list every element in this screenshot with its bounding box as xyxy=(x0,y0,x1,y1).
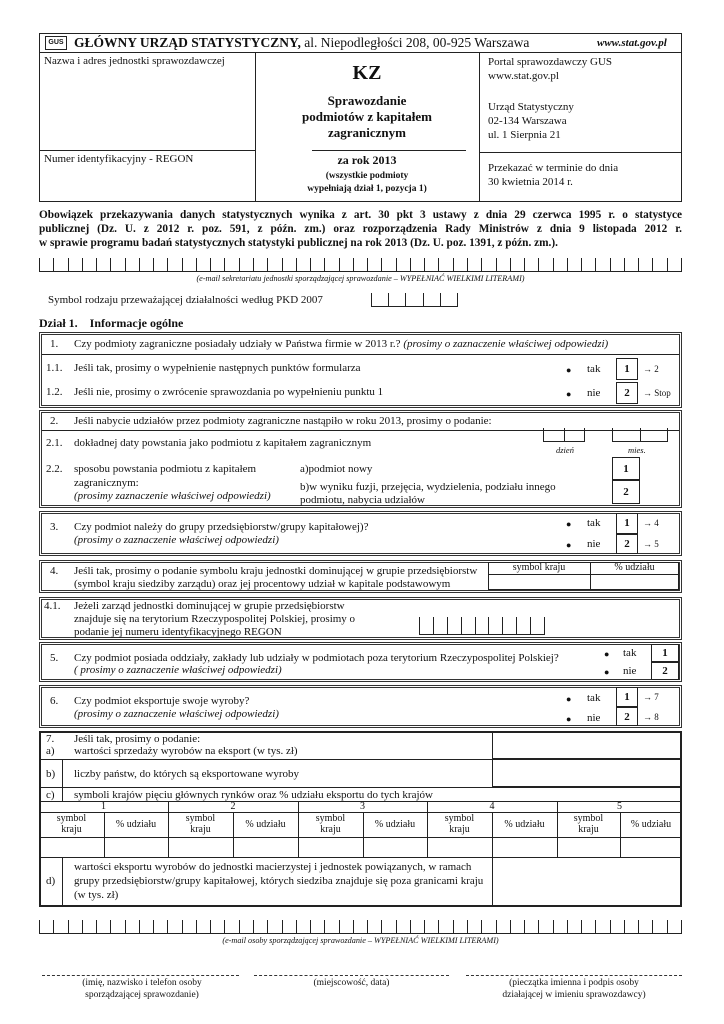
email-preparer-caption: (e-mail osoby sporządzającej sprawozdanie – WYPEŁNIAĆ WIELKIMI LITERAMI) xyxy=(222,936,499,945)
q5-yes-bullet: ● xyxy=(604,649,610,659)
q7-share-header-4: % udziału xyxy=(504,819,545,830)
q6-yes-label: tak xyxy=(587,692,601,704)
q7-c-text: symboli krajów pięciu głównych rynków oraz % udziału eksportu do tych krajów xyxy=(74,789,433,801)
q1-yes-bullet: ● xyxy=(566,365,572,375)
form-note-2: wypełniają dział 1, pozycja 1) xyxy=(307,184,427,194)
q2-option-b-1: b)w wyniku fuzji, przejęcia, wydzielenia, podziału innego xyxy=(300,481,556,493)
q1-2-number: 1.2. xyxy=(46,386,63,398)
q7-col-5: 5 xyxy=(617,801,622,812)
regon-label: Numer identyfikacyjny - REGON xyxy=(44,153,194,165)
q3-text: Czy podmiot należy do grupy przedsiębiorstw/grupy kapitałowej)? xyxy=(74,521,369,533)
q1-yes-box[interactable]: 1 xyxy=(616,358,638,380)
q5-no-box[interactable]: 2 xyxy=(651,662,679,680)
q3-no-box[interactable]: 2 xyxy=(616,534,638,554)
header-url[interactable]: www.stat.gov.pl xyxy=(597,37,667,49)
form-title-2: podmiotów z kapitałem xyxy=(302,109,432,124)
q7-share-4-input[interactable] xyxy=(493,838,556,856)
q7-share-header-5: % udziału xyxy=(630,819,672,830)
q1-no-bullet: ● xyxy=(566,389,572,399)
office-name: Urząd Statystyczny xyxy=(488,101,574,113)
obligation-line-1: Obowiązek przekazywania danych statystycznych wynika z art. 30 pkt 3 ustawy z dnia 29 czerwca 1995 r. o statystyce xyxy=(39,209,682,221)
q2-2-text-2: zagranicznym: xyxy=(74,477,139,489)
signature-place-date[interactable]: (miejscowość, data) xyxy=(313,978,390,988)
q7-share-3-input[interactable] xyxy=(364,838,426,856)
q5-no-bullet: ● xyxy=(604,667,610,677)
q2-2-text-1: sposobu powstania podmiotu z kapitałem xyxy=(74,463,257,475)
q3-hint: (prosimy o zaznaczenie właściwej odpowiedzi) xyxy=(74,534,279,546)
q6-goto-no: → 8 xyxy=(643,712,659,722)
q3-no-label: nie xyxy=(587,538,601,550)
email-secretariat-field[interactable] xyxy=(39,258,682,272)
q5-no-label: nie xyxy=(623,665,637,677)
q7-share-5-input[interactable] xyxy=(621,838,681,856)
q2-text: Jeśli nabycie udziałów przez podmioty zagraniczne nastąpiło w roku 2013, prosimy o podanie: xyxy=(74,415,492,427)
q7-symbol-header-5: symbol kraju xyxy=(573,813,604,835)
form-code: KZ xyxy=(352,62,382,84)
q4-col-share: % udziału xyxy=(614,562,655,573)
q5-yes-box[interactable]: 1 xyxy=(651,644,679,662)
form-note-1: (wszystkie podmioty xyxy=(325,171,409,181)
q6-yes-bullet: ● xyxy=(566,694,572,704)
q7-share-1-input[interactable] xyxy=(105,838,167,856)
q7-a-label: a) xyxy=(46,745,55,757)
q4-text-2: (symbol kraju siedziby zarządu) oraz jej procentowy udział w kapitale podstawowym xyxy=(74,578,451,590)
deadline-label: Przekazać w terminie do dnia xyxy=(488,162,619,174)
q2-option-b-box[interactable]: 2 xyxy=(612,480,640,504)
q5-text: Czy podmiot posiada oddziały, zakłady lub udziały w podmiotach poza terytorium Rzeczypospolitej Polskiej? xyxy=(74,652,559,664)
q7-col-2: 2 xyxy=(230,801,236,812)
q7-country-2-input[interactable] xyxy=(169,838,232,856)
pkd-label: Symbol rodzaju przeważającej działalności według PKD 2007 xyxy=(48,294,323,306)
q1-yes-label: tak xyxy=(587,363,601,375)
q3-goto-no: → 5 xyxy=(643,539,659,549)
q2-1-text: dokładnej daty powstania jako podmiotu z kapitałem zagranicznym xyxy=(74,437,372,449)
form-title-3: zagranicznym xyxy=(328,125,406,140)
q7-country-1-input[interactable] xyxy=(40,838,103,856)
q4-share-input[interactable] xyxy=(591,575,678,589)
q5-yes-label: tak xyxy=(623,647,637,659)
q2-2-hint: (prosimy zaznaczenie właściwej odpowiedzi) xyxy=(74,490,271,502)
q7-col-3: 3 xyxy=(360,801,365,812)
q41-number: 4.1. xyxy=(44,600,61,612)
q4-col-country: symbol kraju xyxy=(512,562,566,573)
q2-option-a: a)podmiot nowy xyxy=(300,463,373,475)
q6-number: 6. xyxy=(50,695,59,707)
q7-d-input[interactable] xyxy=(492,857,682,907)
q7-share-2-input[interactable] xyxy=(234,838,297,856)
office-street: ul. 1 Sierpnia 21 xyxy=(488,129,561,141)
q5-hint: ( prosimy o zaznaczenie właściwej odpowiedzi) xyxy=(74,664,282,676)
q2-number: 2. xyxy=(50,415,59,427)
q7-intro: Jeśli tak, prosimy o podanie: xyxy=(74,733,201,745)
q2-month-field[interactable] xyxy=(612,428,668,442)
form-year: za rok 2013 xyxy=(337,153,397,167)
q7-a-text: wartości sprzedaży wyrobów na eksport (w tys. zł) xyxy=(74,745,298,757)
q1-goto-yes: → 2 xyxy=(643,364,659,374)
q2-option-b-2: podmiotu, nabycia udziałów xyxy=(300,494,425,506)
portal-label: Portal sprawozdawczy GUS xyxy=(488,56,613,68)
office-city: 02-134 Warszawa xyxy=(488,115,567,127)
q6-no-box[interactable]: 2 xyxy=(616,707,638,726)
q7-country-5-input[interactable] xyxy=(558,838,619,856)
q7-b-label: b) xyxy=(46,768,56,780)
obligation-line-3: w sprawie programu badań statystycznych statystyki publicznej na rok 2013 (Dz. U. poz. 1391, z późn. zm.). xyxy=(39,237,558,249)
unit-name-label: Nazwa i adres jednostki sprawozdawczej xyxy=(44,55,225,67)
q7-d-text-3: (w tys. zł) xyxy=(74,889,119,901)
q7-symbol-header-1: symbol kraju xyxy=(56,813,87,835)
obligation-line-2: publicznej (Dz. U. z 2012 r. poz. 591, z późn. zm.) oraz rozporządzenia Rady Ministrów z dnia 9 listopada 2012 r. xyxy=(39,223,682,235)
q1-1-text: Jeśli tak, prosimy o wypełnienie następnych punktów formularza xyxy=(74,362,361,374)
form-title-1: Sprawozdanie xyxy=(327,93,407,108)
q7-col-1: 1 xyxy=(101,801,106,812)
q7-country-4-input[interactable] xyxy=(428,838,491,856)
q4-text-1: Jeśli tak, prosimy o podanie symbolu kraju jednostki dominującej w grupie przedsiębiorstw xyxy=(74,565,478,577)
q41-text-1: Jeżeli zarząd jednostki dominującej w grupie przedsiębiorstw xyxy=(74,600,345,612)
section-header: Dział 1. Informacje ogólne xyxy=(39,316,184,330)
q2-day-label: dzień xyxy=(556,445,574,455)
q6-yes-box[interactable]: 1 xyxy=(616,687,638,707)
q41-text-2: znajduje się na terytorium Rzeczypospolitej Polskiej, prosimy o xyxy=(74,613,356,625)
q7-d-text-2: grupy przedsiębiorstw/grupy kapitałowej, których siedziba znajduje się poza granicami kraju xyxy=(74,875,484,887)
q7-symbol-header-2: symbol kraju xyxy=(185,813,216,835)
q1-no-box[interactable]: 2 xyxy=(616,382,638,404)
q6-hint: (prosimy o zaznaczenie właściwej odpowiedzi) xyxy=(74,708,279,720)
q7-country-3-input[interactable] xyxy=(299,838,362,856)
header-title: GŁÓWNY URZĄD STATYSTYCZNY, al. Niepodległości 208, 00-925 Warszawa xyxy=(74,35,530,50)
gus-logo: GUS xyxy=(45,36,67,50)
portal-url[interactable]: www.stat.gov.pl xyxy=(488,70,559,82)
q1-number: 1. xyxy=(50,338,59,350)
deadline-date: 30 kwietnia 2014 r. xyxy=(488,176,573,188)
q7-symbol-header-4: symbol kraju xyxy=(444,813,475,835)
q3-yes-box[interactable]: 1 xyxy=(616,513,638,534)
q41-text-3: podanie jej numeru identyfikacyjnego REGON xyxy=(74,626,282,638)
q7-symbol-header-3: symbol kraju xyxy=(315,813,346,835)
q3-yes-label: tak xyxy=(587,517,601,529)
q7-share-header-2: % udziału xyxy=(245,819,286,830)
q2-month-label: mies. xyxy=(628,445,646,455)
q7-d-label: d) xyxy=(46,875,56,887)
email-secretariat-caption: (e-mail sekretariatu jednostki sporządzającej sprawozdanie – WYPEŁNIAĆ WIELKIMI LITERAMI) xyxy=(196,274,525,283)
q2-1-number: 2.1. xyxy=(46,437,63,449)
q6-text: Czy podmiot eksportuje swoje wyroby? xyxy=(74,695,250,707)
q7-b-input[interactable] xyxy=(492,759,682,787)
q3-goto-yes: → 4 xyxy=(643,518,659,528)
q7-share-header-1: % udziału xyxy=(115,819,157,830)
pkd-field[interactable] xyxy=(371,293,458,307)
q3-no-bullet: ● xyxy=(566,540,572,550)
q4-country-input[interactable] xyxy=(489,575,589,589)
q6-no-bullet: ● xyxy=(566,714,572,724)
q2-2-number: 2.2. xyxy=(46,463,63,475)
q6-no-label: nie xyxy=(587,712,601,724)
q7-c-label: c) xyxy=(46,789,55,801)
q4-number: 4. xyxy=(50,565,59,577)
q7-b-text: liczby państw, do których są eksportowane wyroby xyxy=(74,768,300,780)
q1-1-number: 1.1. xyxy=(46,362,63,374)
q6-goto-yes: → 7 xyxy=(643,692,659,702)
q1-goto-no: → Stop xyxy=(643,388,671,398)
q7-a-input[interactable] xyxy=(492,731,682,759)
email-preparer-field[interactable] xyxy=(39,920,682,934)
q3-number: 3. xyxy=(50,521,59,533)
q7-number: 7. xyxy=(46,733,55,745)
q2-option-a-box[interactable]: 1 xyxy=(612,457,640,480)
q7-col-4: 4 xyxy=(489,801,495,812)
signature-preparer[interactable]: (imię, nazwisko i telefon osoby sporządzającej sprawozdanie) xyxy=(82,978,202,1000)
q1-no-label: nie xyxy=(587,387,601,399)
q7-share-header-3: % udziału xyxy=(374,819,416,830)
signature-authorized[interactable]: (pieczątka imienna i podpis osoby działającej w imieniu sprawozdawcy) xyxy=(502,978,646,1000)
q5-number: 5. xyxy=(50,652,59,664)
q41-regon-field[interactable] xyxy=(419,617,545,635)
q7-d-text-1: wartości eksportu wyrobów do jednostki macierzystej i jednostek powiązanych, w ramach xyxy=(74,861,472,873)
q1-2-text: Jeśli nie, prosimy o zwrócenie sprawozdania po wypełnieniu punktu 1 xyxy=(74,386,384,398)
q2-day-field[interactable] xyxy=(543,428,585,442)
q1-text: Czy podmioty zagraniczne posiadały udziały w Państwa firmie w 2013 r.? (prosimy o zaznaczenie właściwej odpowiedzi) xyxy=(74,338,609,350)
q3-yes-bullet: ● xyxy=(566,519,572,529)
